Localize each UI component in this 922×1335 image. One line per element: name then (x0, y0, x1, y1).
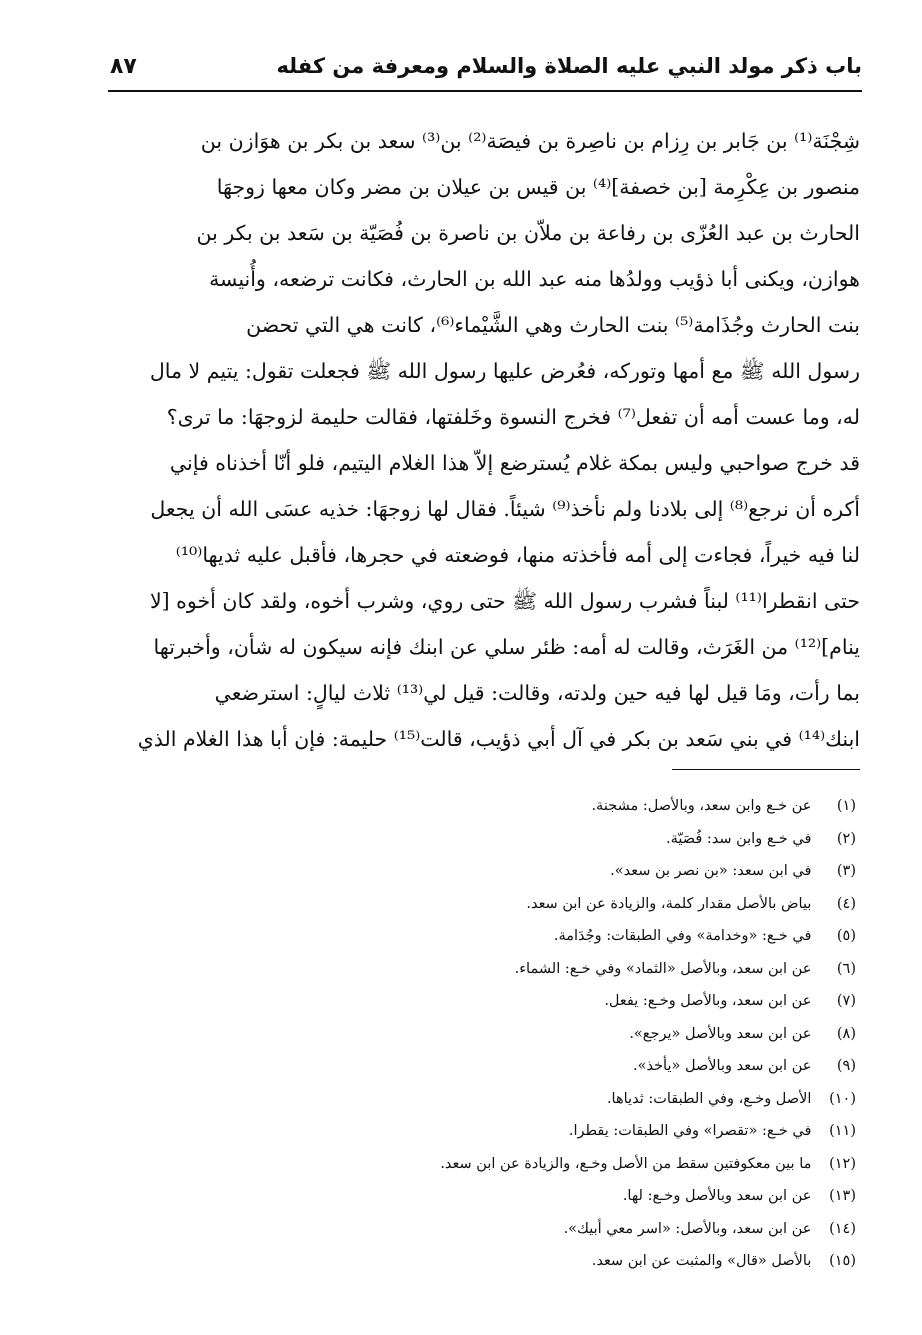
footnote-item (296, 823, 856, 856)
footnote-number: (٤) (836, 895, 856, 912)
footnote-text: في خـع: «وخدامة» وفي الطبقات: وجُدَامة. (553, 928, 812, 944)
footnote-text: بياض بالأصل مقدار كلمة، والزيادة عن ابن سعد. (526, 895, 812, 912)
text-line: حتى انقطرا⁽¹¹⁾ لبناً فشرب رسول الله ﷺ حتى روي، وشرب أخوه، ولقد كان أخوه [لا (149, 589, 860, 613)
footnote-number: (١٤) (829, 1220, 856, 1237)
text-line: له، وما عست أمه أن تفعل⁽⁷⁾ فخرج النسوة وخَلفتها، فقالت حليمة لزوجهَا: ما ترى؟ (166, 405, 860, 429)
footnote-item (296, 1245, 856, 1278)
header-divider (108, 90, 862, 92)
text-line: بما رأت، ومَا قيل لها فيه حين ولدته، وقالت: قيل لي⁽¹³⁾ ثلاث ليالٍ: استرضعي (214, 681, 860, 705)
footnote-number: (١٥) (829, 1253, 856, 1269)
page-number: ٨٧ (110, 54, 137, 79)
footnote-text: في ابن سعد: «بن نصر بن سعد». (610, 863, 812, 879)
footnote-item (296, 790, 856, 823)
footnote-text: في خـع: «تقصرا» وفي الطبقات: يقطرا. (568, 1123, 812, 1139)
text-line: رسول الله ﷺ مع أمها وتوركه، فعُرض عليها رسول الله ﷺ فجعلت تقول: يتيم لا مال (149, 359, 860, 383)
page-header (110, 52, 862, 90)
footnote-item (296, 1018, 856, 1051)
footnote-text: عن ابن سعد، وبالأصل: «اسر معي أبيك». (563, 1220, 812, 1237)
footnote-text: الأصل وخـع، وفي الطبقات: ثدياها. (606, 1090, 812, 1107)
footnote-item (296, 985, 856, 1018)
footnote-text: عن خـع وابن سعد، وبالأصل: مشجنة. (591, 798, 812, 814)
footnote-item (296, 1115, 856, 1148)
footnote-number: (٣) (836, 863, 856, 879)
footnote-number: (١٣) (829, 1188, 856, 1204)
footnote-text: عن ابن سعد وبالأصل «يرجع». (629, 1025, 812, 1042)
text-line: الحارث بن عبد العُزّى بن رفاعة بن ملاّن بن ناصرة بن فُصَيّة بن سَعد بن بكر بن (196, 221, 860, 245)
footnote-number: (١١) (829, 1123, 856, 1139)
text-line: أكره أن نرجع⁽⁸⁾ إلى بلادنا ولم نأخذ⁽⁹⁾ شيئاً. فقال لها زوجهَا: خذيه عسَى الله أن يجعل (150, 497, 860, 521)
footnote-item (296, 1148, 856, 1181)
text-line: شِجْنَة⁽¹⁾ بن جَابر بن رِزام بن ناصِرة بن فيصَة⁽²⁾ بن⁽³⁾ سعد بن بكر بن هوَازن بن (200, 129, 860, 153)
footnote-number: (١٢) (829, 1155, 856, 1172)
text-line: ينام]⁽¹²⁾ من الغَرَث، وقالت له أمه: ظئر سلي عن ابنك فإنه سيكون له شأن، وأخبرتها (153, 635, 860, 659)
footnote-number: (٨) (836, 1025, 856, 1042)
footnote-item (296, 1050, 856, 1083)
footnote-item (296, 855, 856, 888)
footnote-number: (٧) (836, 993, 856, 1009)
footnote-item (296, 953, 856, 986)
footnote-item (296, 1083, 856, 1116)
footnotes (296, 790, 856, 1278)
main-text (58, 118, 860, 762)
footnote-text: عن ابن سعد، وبالأصل وخـع: يفعل. (604, 993, 812, 1009)
footnote-item (296, 888, 856, 921)
footnote-number: (٥) (836, 928, 856, 944)
text-line: منصور بن عِكْرِمة [بن خصفة]⁽⁴⁾ بن قيس بن عيلان بن مضر وكان معها زوجهَا (216, 175, 860, 199)
text-line: لنا فيه خيراً، فجاءت إلى أمه فأخذته منها، فوضعته في حجرها، فأقبل عليه ثديها⁽¹⁰⁾ (175, 543, 860, 567)
footnote-number: (٦) (836, 960, 856, 977)
footnote-text: بالأصل «قال» والمثبت عن ابن سعد. (591, 1253, 812, 1269)
footnote-divider (672, 769, 860, 770)
footnote-item (296, 1180, 856, 1213)
footnote-text: عن ابن سعد وبالأصل وخـع: لها. (622, 1188, 812, 1204)
footnote-number: (٢) (836, 830, 856, 847)
chapter-title: باب ذكر مولد النبي عليه الصلاة والسلام ومعرفة من كفله (276, 54, 862, 78)
footnote-number: (٩) (836, 1058, 856, 1074)
footnote-text: عن ابن سعد وبالأصل «يأخذ». (633, 1058, 812, 1074)
text-line: هوازن، ويكنى أبا ذؤيب وولدُها منه عبد الله بن الحارث، فكانت ترضعه، وأُنيسة (209, 267, 860, 291)
footnote-item (296, 920, 856, 953)
text-line: ابنك⁽¹⁴⁾ في بني سَعد بن بكر في آل أبي ذؤيب، قالت⁽¹⁵⁾ حليمة: فإن أبا هذا الغلام الذي (137, 727, 860, 751)
footnote-text: ما بين معكوفتين سقط من الأصل وخـع، والزيادة عن ابن سعد. (440, 1155, 812, 1172)
footnote-text: عن ابن سعد، وبالأصل «الثماد» وفي خـع: الشماء. (514, 960, 812, 977)
text-line: بنت الحارث وجُذَامة⁽⁵⁾ بنت الحارث وهي الشَّيْماء⁽⁶⁾، كانت هي التي تحضن (246, 313, 860, 337)
footnote-number: (١) (836, 798, 856, 814)
footnote-item (296, 1213, 856, 1246)
footnote-number: (١٠) (829, 1090, 856, 1107)
text-line: قد خرج صواحبي وليس بمكة غلام يُسترضع إلاّ هذا الغلام اليتيم، فلو أنّا أخذناه فإني (169, 451, 860, 475)
footnote-text: في خـع وابن سد: فُصَيّة. (665, 830, 812, 847)
